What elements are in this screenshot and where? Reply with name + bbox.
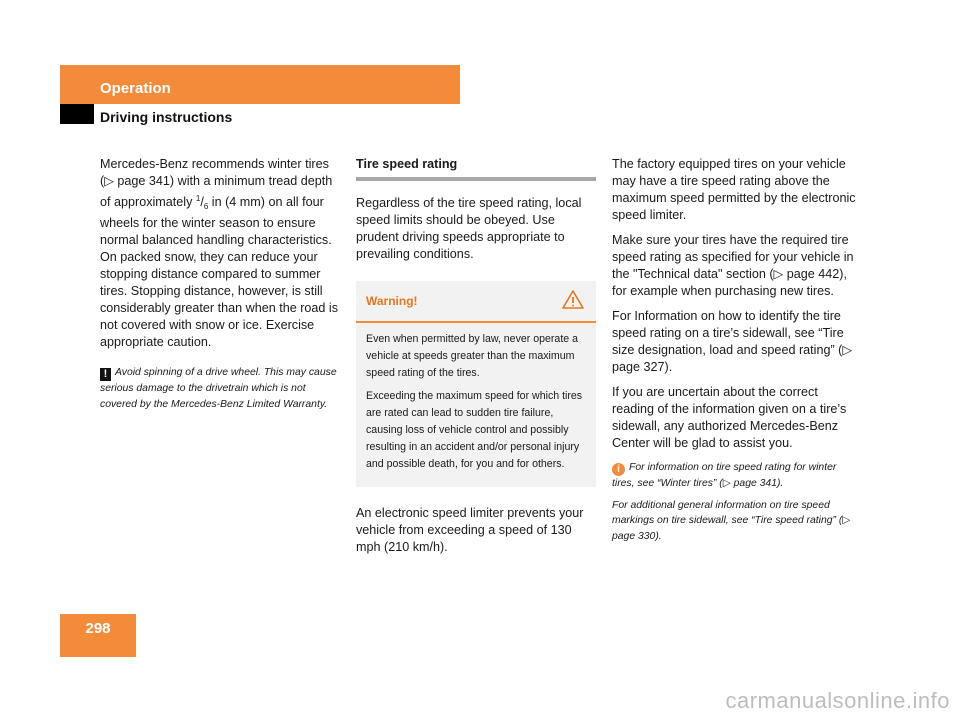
warning-title: Warning! [366, 293, 418, 308]
column-middle [356, 156, 596, 564]
factory-tires-paragraph: The factory equipped tires on your vehicle may have a tire speed rating above the maximum speed permitted by the electronic speed limiter. [612, 157, 856, 222]
info-note [612, 460, 860, 492]
speed-limiter-paragraph: An electronic speed limiter prevents your vehicle from exceeding a speed of 130 mph (210 km/h). [356, 506, 584, 554]
page-subtitle: Driving instructions [100, 109, 233, 125]
page-number-box [60, 614, 136, 657]
info-note-additional: For additional general information on tire speed markings on tire sidewall, see “Tire speed rating” (▷ page 330). [612, 499, 851, 542]
column-left [100, 156, 342, 412]
watermark: carmanualsonline.info [725, 688, 950, 713]
text-segment: in (4 mm) on all four wheels for the winter season to ensure normal balanced handling characteristics. On packed snow, they can reduce your stopping distance compared to summer tires. Stopping distance, however, is still considerably greater than when the road is not covered with snow or ice. Exercise appropriate caution. [100, 195, 339, 349]
page-number: 298 [85, 620, 111, 637]
warning-header [356, 281, 596, 323]
fraction-slash: / [200, 195, 204, 209]
winter-tires-paragraph [100, 156, 342, 351]
text-segment: Mercedes-Benz recommends winter tires ( [100, 157, 329, 188]
info-icon: i [612, 463, 625, 476]
warning-paragraph: Even when permitted by law, never operate a vehicle at speeds greater than the maximum speed rating of the tires. [366, 333, 578, 379]
heading-rule [356, 177, 596, 181]
section-title: Operation [100, 80, 171, 97]
caution-note-text: Avoid spinning of a drive wheel. This may cause serious damage to the drivetrain which is not covered by the Mercedes-Benz Limited Warranty. [100, 367, 337, 410]
warning-paragraph: Exceeding the maximum speed for which tires are rated can lead to sudden tire failure, causing loss of vehicle control and possibly resulting in an accident and/or personal injury and possible death, for you and for others. [366, 390, 583, 470]
exclamation-icon: ! [100, 368, 111, 381]
fraction-numerator: 1 [195, 194, 201, 203]
fraction-denominator: 6 [203, 202, 209, 211]
speed-rating-paragraph: Regardless of the tire speed rating, local speed limits should be obeyed. Use prudent driving speeds appropriate to prevailing conditions. [356, 196, 582, 261]
section-heading: Tire speed rating [356, 157, 458, 171]
warning-box [356, 281, 596, 487]
required-rating-paragraph: Make sure your tires have the required tire speed rating as specified for your vehicle in the "Technical data" section (▷ page 442), for example when purchasing new tires. [612, 233, 854, 298]
warning-triangle-icon [562, 289, 584, 314]
caution-note [100, 365, 342, 412]
text-segment: page 341) with a minimum tread depth of approximately [100, 174, 333, 209]
column-right [612, 156, 860, 550]
assistance-paragraph: If you are uncertain about the correct reading of the information given on a tire’s sidewall, any authorized Mercedes-Benz Center will be glad to assist you. [612, 385, 847, 450]
info-note-text: For information on tire speed rating for winter tires, see “Winter tires” (▷ page 341). [612, 462, 837, 489]
page-ref-arrow-icon: ▷ [104, 174, 114, 188]
identify-rating-paragraph: For Information on how to identify the tire speed rating on a tire’s sidewall, see “Tire size designation, load and speed rating” (▷ page 327). [612, 309, 853, 374]
warning-body [356, 323, 596, 487]
subtitle-tab-marker [60, 104, 94, 124]
